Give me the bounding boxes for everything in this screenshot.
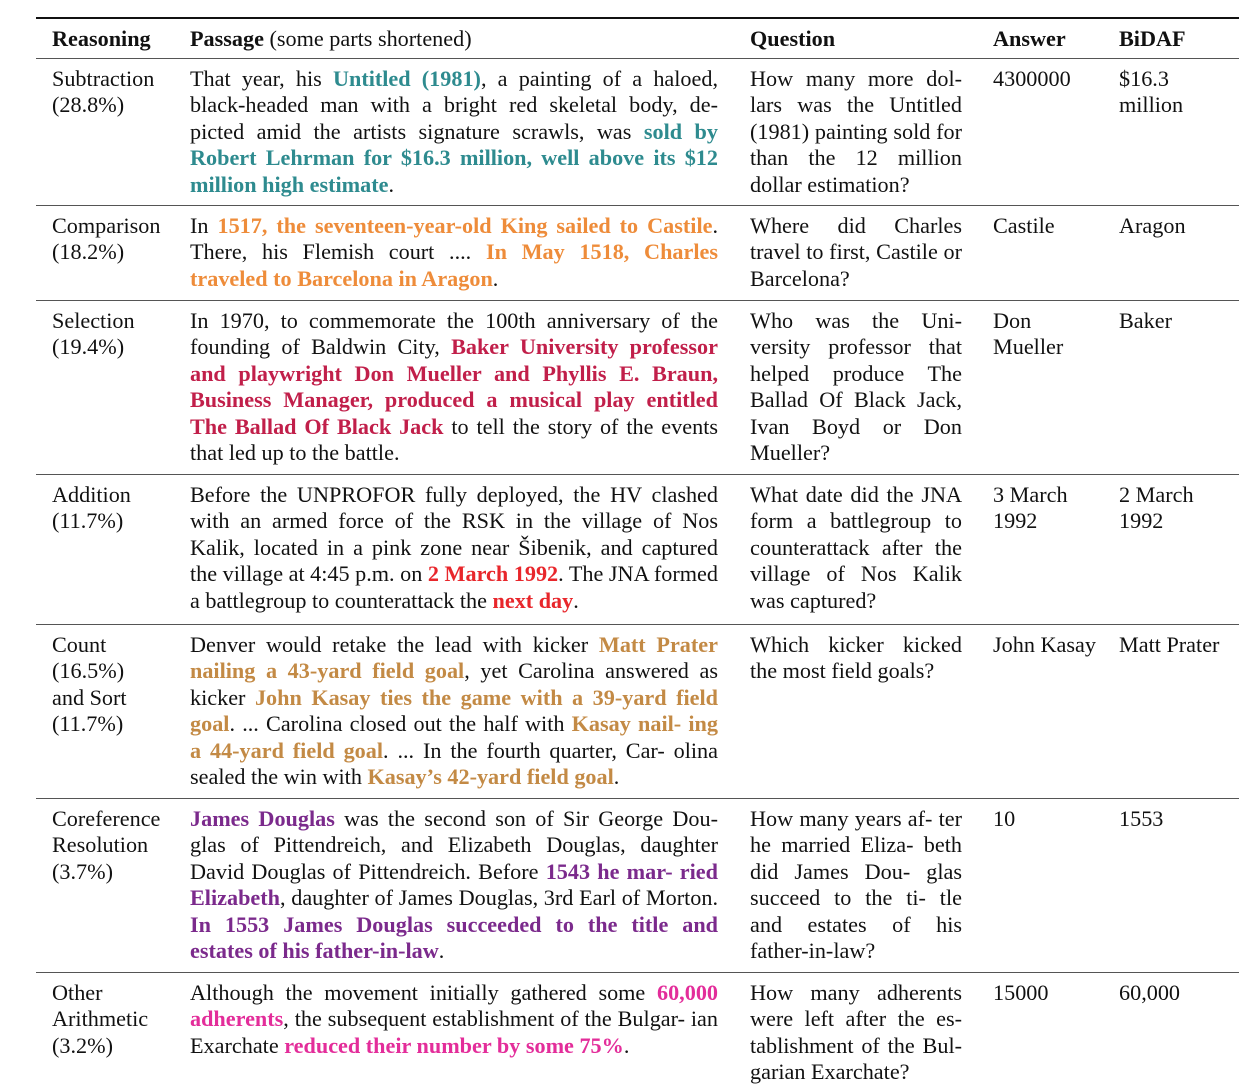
passage-text: . xyxy=(573,587,579,613)
header-passage-note: (some parts shortened) xyxy=(263,26,472,51)
header-passage xyxy=(190,26,718,52)
passage-text: That year, his xyxy=(190,66,333,91)
passage-highlight: sold by Robert Lehrman for $16.3 million, well above its $12 million high estimate xyxy=(190,118,718,197)
answer-cell: 3 March 1992 xyxy=(993,482,1068,534)
passage-text: , a painting of a haloed, black-headed man with a bright red skeletal body, de- picted amid the artists signature scrawls, was xyxy=(190,66,719,144)
row-separator xyxy=(36,474,1239,475)
reasoning-line: Arithmetic xyxy=(52,1006,149,1032)
reasoning-line: Coreference xyxy=(52,806,161,831)
passage-text: . ... Carolina closed out the half with xyxy=(229,711,572,737)
model-answer-cell: 1553 xyxy=(1119,806,1164,831)
header-question: Question xyxy=(750,26,836,51)
passage-text: , daughter of James Douglas, 3rd Earl of Morton. xyxy=(280,885,718,911)
passage-text: was the second son of Sir George Dou- glas of Pittendreich, and Elizabeth Douglas, daughter David Douglas of Pittendreich. Before xyxy=(190,806,718,884)
passage-highlight: Kasay’s 42-yard field goal xyxy=(367,764,614,790)
reasoning-cell xyxy=(52,632,182,738)
reasoning-line: Other xyxy=(52,980,103,1005)
question-cell: How many years af- ter he married Eliza- beth did James Dou- glas succeed to the ti- tle and estates of his father-in-law? xyxy=(750,806,962,964)
passage-text: . xyxy=(492,265,499,291)
reasoning-cell xyxy=(52,308,182,361)
row-separator xyxy=(36,798,1239,799)
question-cell: What date did the JNA form a battlegroup to counterattack after the village of Nos Kalik was captured? xyxy=(750,482,962,613)
answer-cell: 4300000 xyxy=(993,66,1071,91)
reasoning-line: (16.5%) xyxy=(52,658,125,684)
question-cell: Where did Charles travel to first, Castile or Barcelona? xyxy=(750,213,962,291)
question-cell: How many more dol- lars was the Untitled (1981) painting sold for than the 12 million dollar estimation? xyxy=(750,66,962,197)
passage-text: . ... In the fourth quarter, Car- olina sealed the win with xyxy=(190,737,718,790)
model-answer-cell: Matt Prater xyxy=(1119,632,1220,657)
passage-highlight: Kasay nail- ing a 44-yard field goal xyxy=(190,711,718,763)
passage-text: In 1970, to commemorate the 100th anniversary of the founding of Baldwin City, xyxy=(190,308,718,360)
passage-highlight: 60,000 adherents xyxy=(190,980,718,1032)
passage-text: Although the movement initially gathered some xyxy=(190,980,657,1005)
passage-highlight: Matt Prater nailing a 43-yard field goal xyxy=(190,632,718,684)
answer-cell: 10 xyxy=(993,806,1016,831)
reasoning-line: Selection xyxy=(52,308,135,333)
reasoning-line: Resolution xyxy=(52,832,149,858)
passage-highlight: 1543 he mar- ried Elizabeth xyxy=(190,858,718,911)
row-separator xyxy=(36,300,1239,301)
question-cell: How many adherents were left after the es- tablishment of the Bul- garian Exarchate? xyxy=(750,980,962,1085)
reasoning-line: (3.7%) xyxy=(52,858,113,884)
reasoning-line: (18.2%) xyxy=(52,239,125,265)
passage-cell xyxy=(190,806,718,964)
reasoning-line: and Sort xyxy=(52,684,127,710)
reasoning-line: (28.8%) xyxy=(52,92,125,118)
passage-cell xyxy=(190,66,718,198)
passage-text: , the subsequent establishment of the Bulgar- ian Exarchate xyxy=(190,1006,718,1058)
answer-cell: 15000 xyxy=(993,980,1049,1005)
reasoning-cell xyxy=(52,806,182,885)
passage-cell xyxy=(190,980,718,1059)
reasoning-cell xyxy=(52,66,182,119)
passage-cell xyxy=(190,482,718,614)
model-answer-cell: Baker xyxy=(1119,308,1172,333)
reasoning-cell xyxy=(52,213,182,266)
passage-highlight: next day xyxy=(492,587,574,613)
reasoning-line: (11.7%) xyxy=(52,711,124,737)
passage-cell xyxy=(190,632,718,790)
row-separator xyxy=(36,624,1239,625)
passage-text: Denver would retake the lead with kicker xyxy=(190,632,599,657)
passage-highlight: reduced their number by some 75% xyxy=(284,1032,624,1058)
header-model: BiDAF xyxy=(1119,26,1186,51)
passage-highlight: Untitled (1981) xyxy=(332,66,481,91)
passage-highlight: 1517, the seventeen-year-old King sailed to Castile xyxy=(217,213,713,238)
passage-text: . There, his Flemish court .... xyxy=(190,213,718,265)
passage-text: to tell the story of the events that led up to the battle. xyxy=(190,413,718,466)
passage-text: . xyxy=(613,764,620,790)
header-rule xyxy=(36,58,1239,59)
passage-highlight: John Kasay ties the game with a 39-yard field goal xyxy=(190,684,719,737)
header-reasoning: Reasoning xyxy=(52,26,151,51)
reasoning-line: Comparison xyxy=(52,213,161,238)
reasoning-cell xyxy=(52,980,182,1059)
passage-highlight: Baker University professor and playwright Don Mueller and Phyllis E. Braun, Business Manager, produced a musical play entitled The Ballad Of Black Jack xyxy=(190,334,718,439)
passage-highlight: In 1553 James Douglas succeeded to the title and estates of his father-in-law xyxy=(190,911,718,964)
top-rule xyxy=(36,17,1239,19)
reasoning-line: (19.4%) xyxy=(52,334,125,360)
question-cell: Which kicker kicked the most field goals? xyxy=(750,632,962,684)
reasoning-line: Addition xyxy=(52,482,131,507)
passage-text: In xyxy=(190,213,218,238)
reasoning-line: (3.2%) xyxy=(52,1032,113,1058)
header-answer: Answer xyxy=(993,26,1066,51)
reasoning-cell xyxy=(52,482,182,535)
row-separator xyxy=(36,205,1239,206)
passage-cell xyxy=(190,308,718,466)
row-separator xyxy=(36,972,1239,973)
passage-highlight: James Douglas xyxy=(190,806,335,831)
passage-text: . xyxy=(388,171,394,197)
passage-text: . The JNA formed a battlegroup to counterattack the xyxy=(190,561,718,613)
passage-text: , yet Carolina answered as kicker xyxy=(190,658,718,710)
passage-text: Before the UNPROFOR fully deployed, the HV clashed with an armed force of the RSK in the village of Nos Kalik, located in a pink zone near Šibenik, and captured the village at 4:45 p.m. on xyxy=(190,482,718,587)
model-answer-cell: 60,000 xyxy=(1119,980,1181,1005)
reasoning-line: (11.7%) xyxy=(52,508,124,534)
header-passage-label: Passage xyxy=(190,26,264,51)
model-answer-cell: Aragon xyxy=(1119,213,1186,238)
passage-text: . xyxy=(438,938,445,964)
question-cell: Who was the Uni- versity professor that helped produce The Ballad Of Black Jack, Ivan Boyd or Don Mueller? xyxy=(750,308,962,466)
reasoning-line: Subtraction xyxy=(52,66,155,91)
passage-cell xyxy=(190,213,718,292)
model-answer-cell: 2 March 1992 xyxy=(1119,482,1194,534)
reasoning-line: Count xyxy=(52,632,107,657)
answer-cell: Castile xyxy=(993,213,1055,238)
passage-highlight: In May 1518, Charles traveled to Barcelona in Aragon xyxy=(190,239,718,291)
answer-cell: Don Mueller xyxy=(993,308,1064,360)
passage-highlight: 2 March 1992 xyxy=(427,561,559,587)
passage-text: . xyxy=(623,1032,630,1058)
answer-cell: John Kasay xyxy=(993,632,1096,657)
model-answer-cell: $16.3 million xyxy=(1119,66,1184,118)
